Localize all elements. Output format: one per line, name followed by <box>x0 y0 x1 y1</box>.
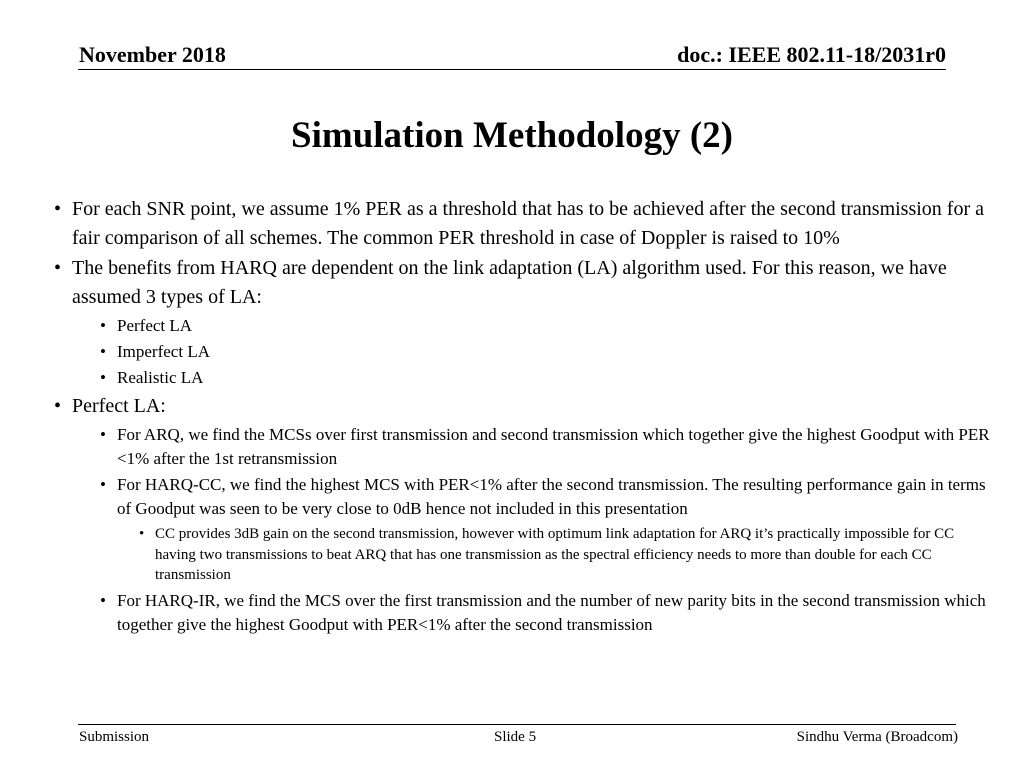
sub-bullet-realistic-la <box>50 366 995 390</box>
bullet-text: Perfect LA: <box>72 395 166 417</box>
bullet-text: For each SNR point, we assume 1% PER as a threshold that has to be achieved after the second transmission for a fair comparison of all schemes. The common PER threshold in case of Doppler is raised to 10% <box>72 198 985 249</box>
slide-title: Simulation Methodology (2) <box>291 115 733 156</box>
sub-bullet-harq-cc <box>50 473 995 521</box>
bullet-perfect-la-heading <box>50 392 995 421</box>
bullet-marker: • <box>54 395 62 417</box>
bullet-text: CC provides 3dB gain on the second transmission, however with optimum link adaptation for ARQ it’s practically impossible for CC having two transmissions to beat ARQ that has one transmission as the spectral efficiency needs to more than double for each CC transmission <box>155 526 955 583</box>
bullet-per-threshold <box>50 195 995 253</box>
slide-body <box>50 195 995 639</box>
bullet-text: The benefits from HARQ are dependent on the link adaptation (LA) algorithm used. For this reason, we have assumed 3 types of LA: <box>72 257 947 308</box>
bullet-text: For HARQ-IR, we find the MCS over the first transmission and the number of new parity bits in the second transmission which together give the highest Goodput with PER<1% after the second transmission <box>117 590 986 634</box>
footer-divider <box>78 724 956 725</box>
bullet-text: For HARQ-CC, we find the highest MCS with PER<1% after the second transmission. The resulting performance gain in terms of Goodput was seen to be very close to 0dB hence not included in this presentation <box>117 475 986 518</box>
bullet-marker: • <box>54 198 62 220</box>
bullet-text: For ARQ, we find the MCSs over first transmission and second transmission which together give the highest Goodput with PER <1% after the 1st retransmission <box>117 425 990 468</box>
footer-slide-number: Slide 5 <box>494 729 537 745</box>
bullet-marker: • <box>100 342 106 361</box>
bullet-harq-benefits <box>50 254 995 312</box>
header-doc-id: doc.: IEEE 802.11-18/2031r0 <box>677 42 946 67</box>
footer-submission: Submission <box>79 729 150 745</box>
bullet-text: Imperfect LA <box>117 342 210 361</box>
sub-bullet-arq <box>50 423 995 471</box>
bullet-text: Realistic LA <box>117 368 204 387</box>
bullet-marker: • <box>100 425 106 444</box>
bullet-marker: • <box>54 257 62 279</box>
sub-sub-bullet-cc-gain <box>50 524 995 586</box>
sub-bullet-perfect-la <box>50 314 995 338</box>
sub-bullet-harq-ir <box>50 589 995 637</box>
bullet-marker: • <box>100 475 106 494</box>
sub-bullet-imperfect-la <box>50 340 995 364</box>
bullet-marker: • <box>100 368 106 387</box>
header-date: November 2018 <box>79 42 226 67</box>
bullet-marker: • <box>139 526 145 542</box>
footer-author: Sindhu Verma (Broadcom) <box>796 729 958 745</box>
bullet-marker: • <box>100 590 106 610</box>
header-divider <box>78 69 946 70</box>
bullet-marker: • <box>100 316 106 335</box>
bullet-text: Perfect LA <box>117 316 193 335</box>
